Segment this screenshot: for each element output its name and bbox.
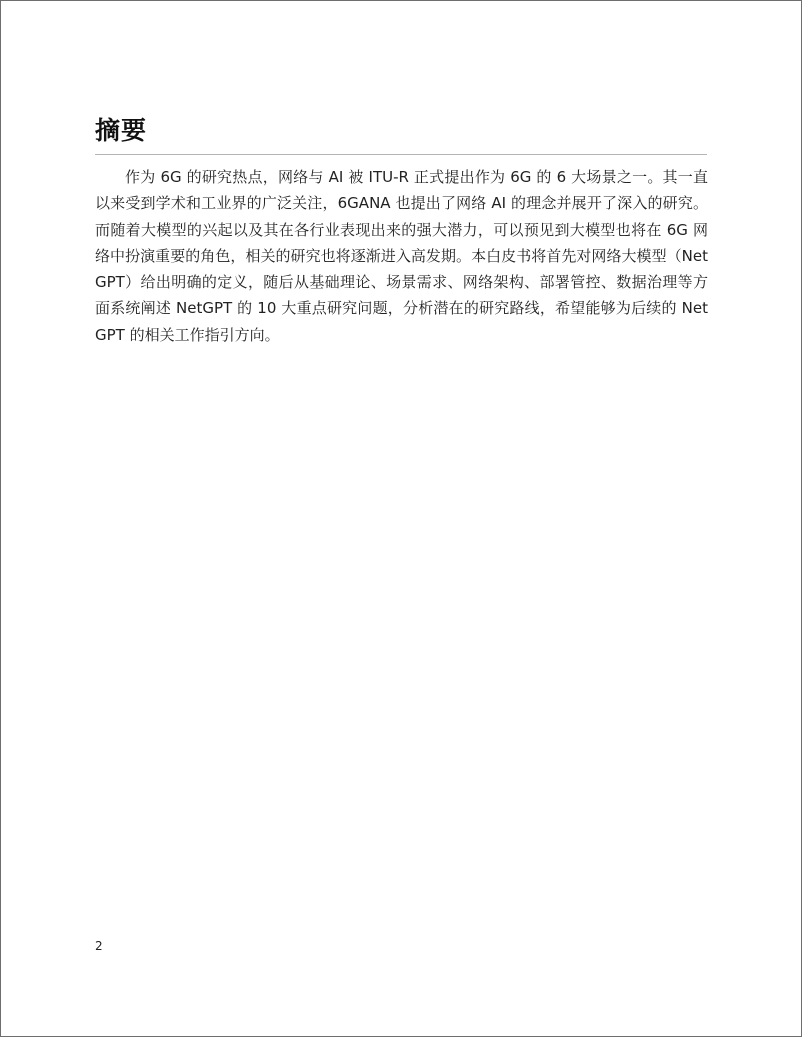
page-number: 2 <box>95 939 103 953</box>
section-heading: 摘要 <box>95 116 148 145</box>
heading-divider <box>95 154 707 155</box>
abstract-paragraph: 作为 6G 的研究热点，网络与 AI 被 ITU-R 正式提出作为 6G 的 6 大场景之一。其一直以来受到学术和工业界的广泛关注，6GANA 也提出了网络 AI 的理念并展开了深入的研究。而随着大模型的兴起以及其在各行业表现出来的强大潜力，可以预见到大模型也将在 6G 网络中扮演重要的角色，相关的研究也将逐渐进入高发期。本白皮书将首先对网络大模型（NetGPT）给出明确的定义，随后从基础理论、场景需求、网络架构、部署管控、数据治理等方面系统阐述 NetGPT 的 10 大重点研究问题，分析潜在的研究路线，希望能够为后续的 NetGPT 的相关工作指引方向。 <box>95 168 708 344</box>
